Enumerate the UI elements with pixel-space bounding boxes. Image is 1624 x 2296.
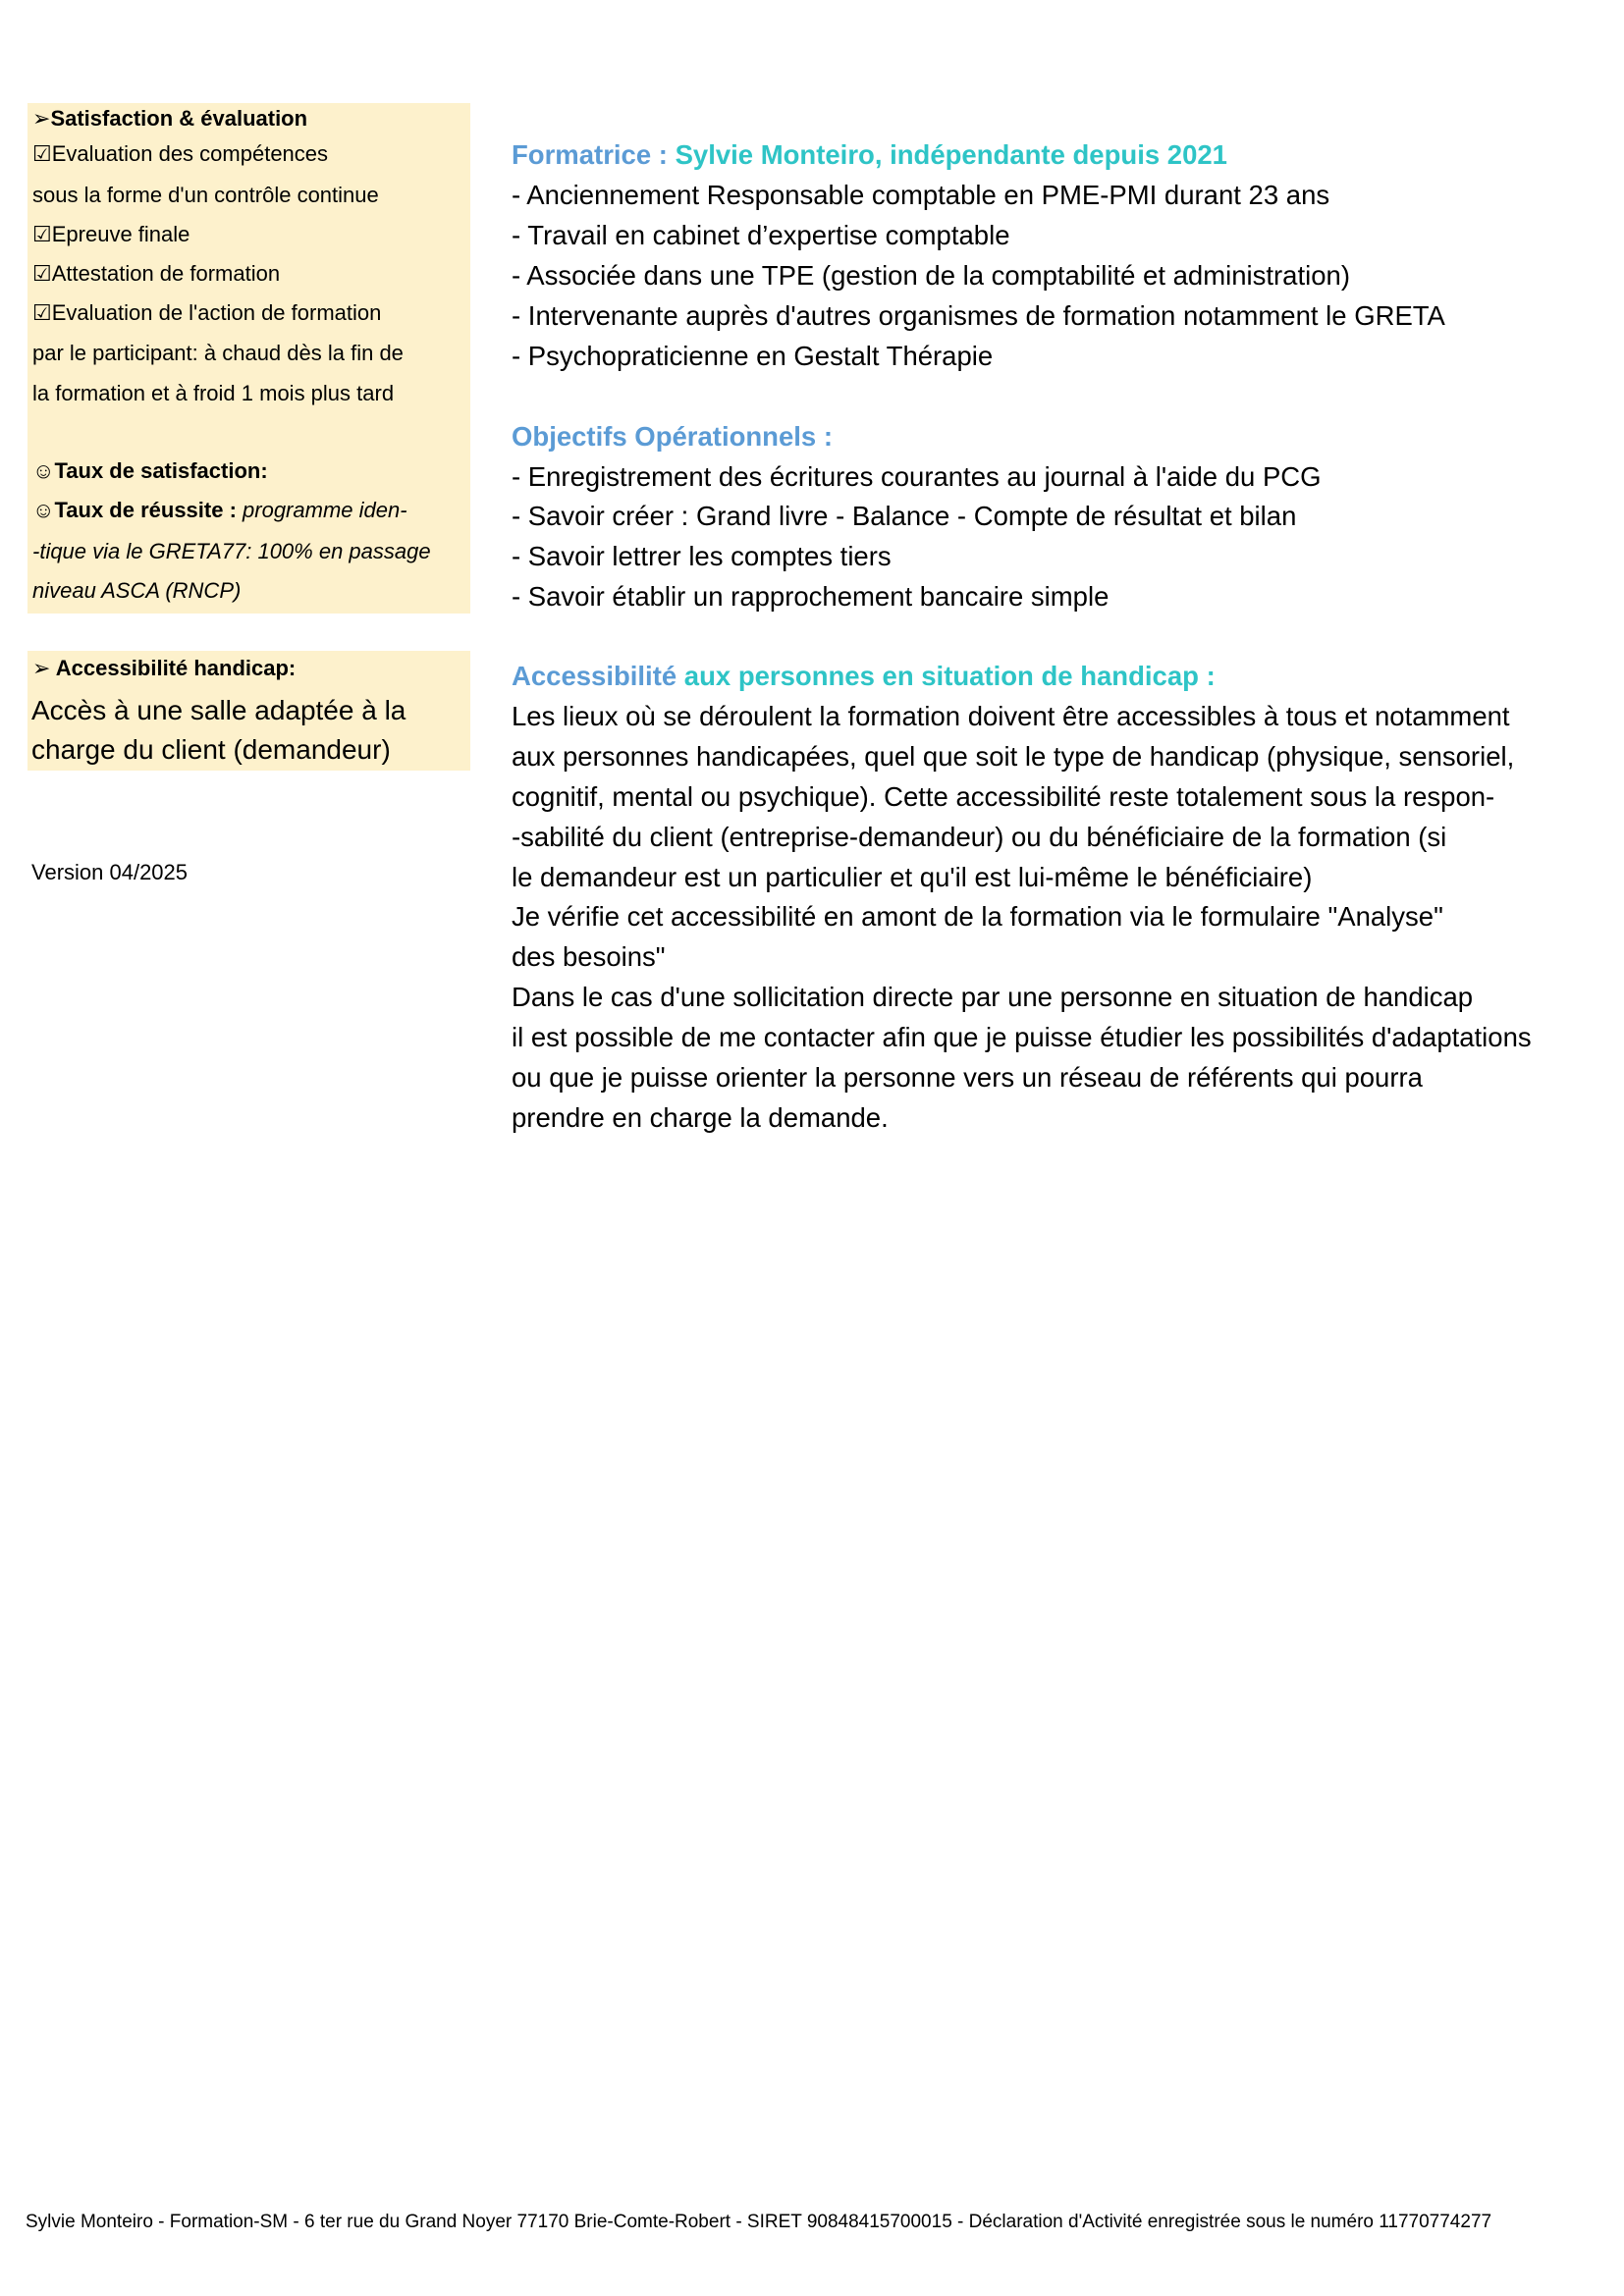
taux-reussite-continued: -tique via le GRETA77: 100% en passage [32, 539, 431, 563]
checkbox-checked-icon: ☑ [32, 222, 52, 246]
taux-satisfaction: ☺Taux de satisfaction: [32, 458, 268, 483]
accessibilite-line: aux personnes handicapées, quel que soit le type de handicap (physique, sensoriel, [512, 741, 1515, 772]
arrow-marker-icon: ➢ [32, 106, 51, 131]
check-item-continued: par le participant: à chaud dès la fin de [32, 341, 404, 365]
objectifs-heading: Objectifs Opérationnels : [512, 421, 834, 452]
objectif-item: - Savoir créer : Grand livre - Balance - Compte de résultat et bilan [512, 501, 1297, 531]
accessibilite-line: -sabilité du client (entreprise-demandeur) ou du bénéficiaire de la formation (si [512, 822, 1447, 852]
version-label: Version 04/2025 [31, 860, 189, 884]
objectif-item: - Enregistrement des écritures courantes au journal à l'aide du PCG [512, 461, 1322, 492]
accessibilite-line: Les lieux où se déroulent la formation doivent être accessibles à tous et notamment [512, 701, 1510, 731]
accessibilite-line: cognitif, mental ou psychique). Cette accessibilité reste totalement sous la respon- [512, 781, 1495, 812]
check-item: ☑Evaluation des compétences [32, 141, 329, 166]
taux-reussite-continued: niveau ASCA (RNCP) [32, 578, 242, 603]
arrow-marker-icon: ➢ [32, 656, 51, 680]
formatrice-heading: Formatrice : Sylvie Monteiro, indépendante depuis 2021 [512, 139, 1227, 170]
check-item-continued: la formation et à froid 1 mois plus tard [32, 381, 395, 405]
accessibilite-line: ou que je puisse orienter la personne vers un réseau de référents qui pourra [512, 1062, 1423, 1093]
satisfaction-title: ➢Satisfaction & évaluation [32, 106, 308, 131]
objectif-item: - Savoir lettrer les comptes tiers [512, 541, 892, 571]
accessibilite-line: il est possible de me contacter afin que je puisse étudier les possibilités d'adaptations [512, 1022, 1532, 1052]
satisfaction-evaluation-box [27, 103, 470, 614]
smiley-icon: ☺ [32, 458, 55, 483]
page-footer: Sylvie Monteiro - Formation-SM - 6 ter rue du Grand Noyer 77170 Brie-Comte-Robert - SIRET 90848415700015 - Déclaration d'Activité enregistrée sous le numéro 11770774277 [26, 2212, 1492, 2232]
formatrice-item: - Psychopraticienne en Gestalt Thérapie [512, 341, 994, 371]
accessibilite-line: Je vérifie cet accessibilité en amont de la formation via le formulaire "Analyse" [512, 901, 1443, 932]
accessibilite-line: le demandeur est un particulier et qu'il est lui-même le bénéficiaire) [512, 862, 1313, 892]
accessibilite-line: des besoins" [512, 941, 666, 972]
accessibilite-line: prendre en charge la demande. [512, 1102, 889, 1133]
formatrice-item: - Travail en cabinet d’expertise comptable [512, 220, 1010, 250]
checkbox-checked-icon: ☑ [32, 300, 52, 325]
check-item: ☑Attestation de formation [32, 261, 281, 286]
accessibilite-heading: Accessibilité aux personnes en situation de handicap : [512, 661, 1216, 691]
formatrice-item: - Anciennement Responsable comptable en PME-PMI durant 23 ans [512, 180, 1330, 210]
objectif-item: - Savoir établir un rapprochement bancaire simple [512, 581, 1110, 612]
formatrice-item: - Associée dans une TPE (gestion de la comptabilité et administration) [512, 260, 1350, 291]
accessibilite-handicap-text: Accès à une salle adaptée à la [31, 695, 406, 725]
checkbox-checked-icon: ☑ [32, 261, 52, 286]
formatrice-item: - Intervenante auprès d'autres organismes de formation notamment le GRETA [512, 300, 1445, 331]
smiley-icon: ☺ [32, 498, 55, 522]
accessibilite-handicap-text: charge du client (demandeur) [31, 734, 391, 765]
checkbox-checked-icon: ☑ [32, 141, 52, 166]
accessibilite-handicap-box [27, 651, 470, 771]
accessibilite-line: Dans le cas d'une sollicitation directe par une personne en situation de handicap [512, 982, 1474, 1012]
check-item: ☑Epreuve finale [32, 222, 190, 246]
taux-reussite: ☺Taux de réussite : programme iden- [32, 498, 407, 522]
check-item-continued: sous la forme d'un contrôle continue [32, 183, 379, 207]
accessibilite-handicap-title: ➢ Accessibilité handicap: [32, 656, 297, 680]
check-item: ☑Evaluation de l'action de formation [32, 300, 382, 325]
